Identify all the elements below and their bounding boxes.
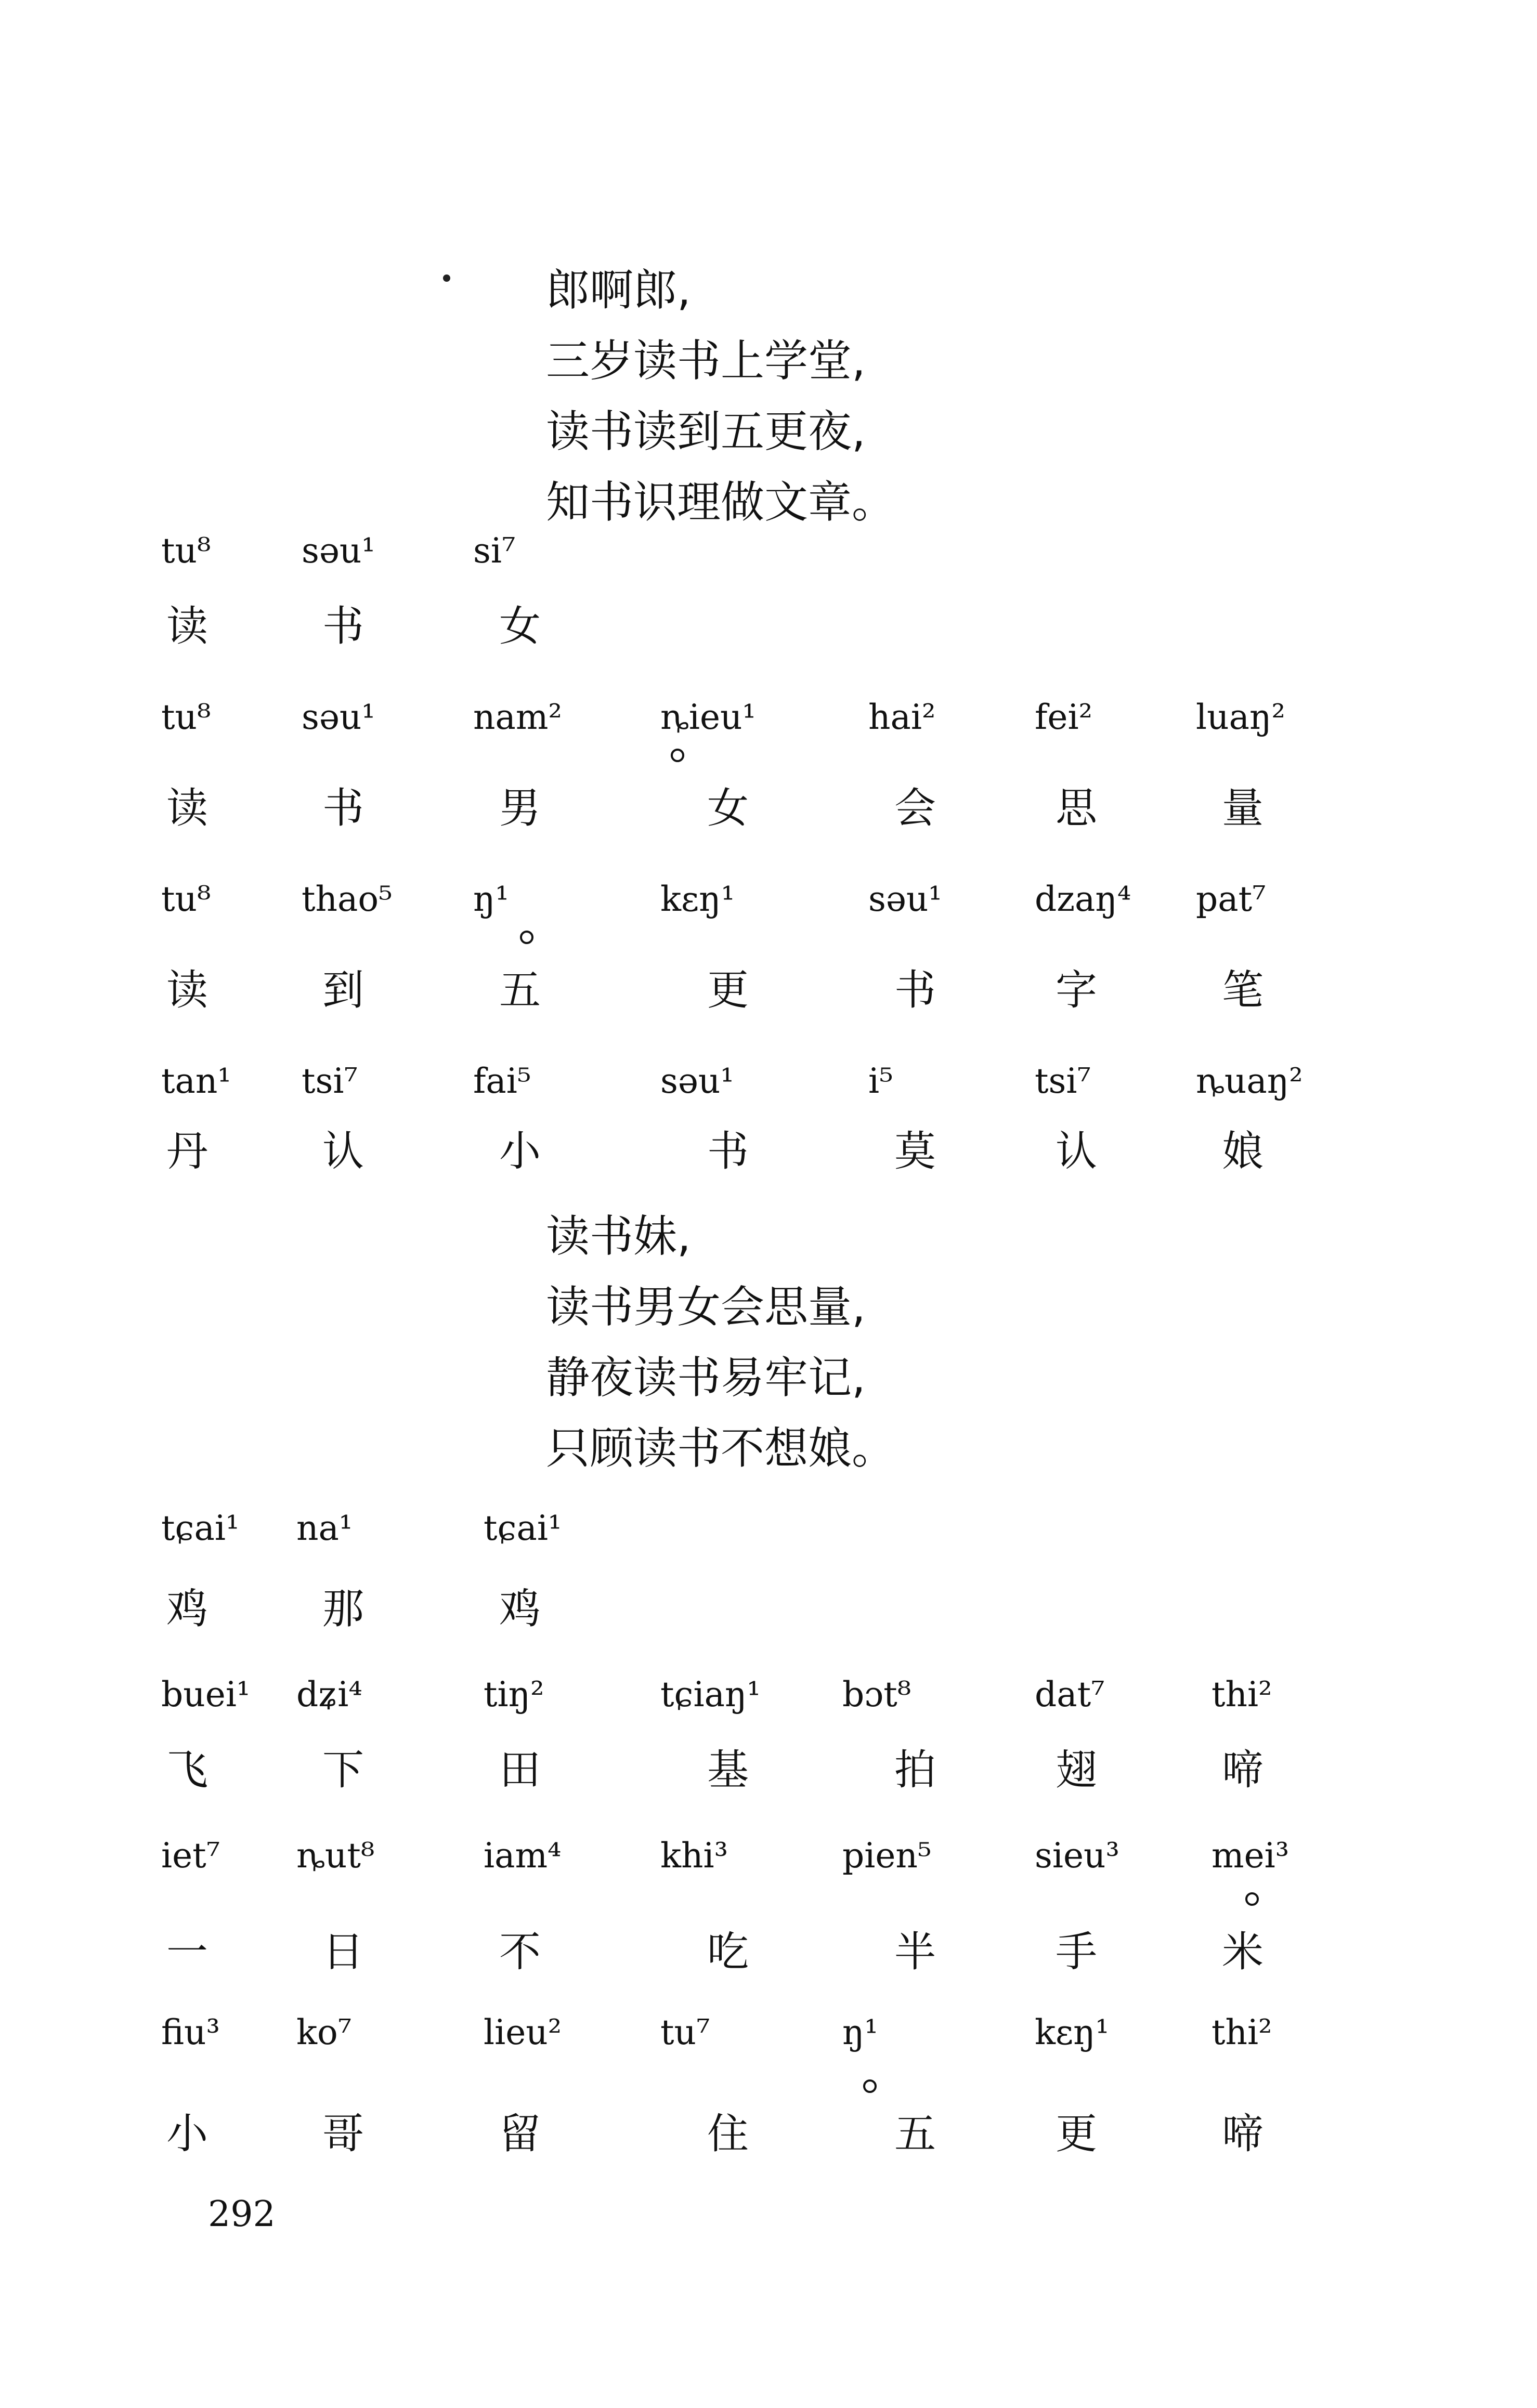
romanized-syllable: kɛŋ¹ bbox=[1035, 2012, 1110, 2052]
romanized-syllable: sieu³ bbox=[1035, 1836, 1120, 1876]
hanzi-character: 那 bbox=[322, 1585, 364, 1633]
romanized-syllable: i⁵ bbox=[868, 1061, 893, 1101]
hanzi-character: 手 bbox=[1056, 1928, 1097, 1976]
hanzi-character: 娘 bbox=[1222, 1127, 1264, 1175]
hanzi-character: 女 bbox=[499, 602, 541, 650]
romanization-row bbox=[0, 1502, 1537, 1565]
romanized-syllable: bɔt⁸ bbox=[842, 1674, 911, 1715]
romanization-row bbox=[0, 525, 1537, 587]
romanized-syllable: si⁷ bbox=[473, 531, 516, 571]
hanzi-character: 读 bbox=[166, 966, 208, 1014]
hanzi-character: 拍 bbox=[894, 1746, 936, 1794]
hanzi-row bbox=[0, 1580, 1537, 1643]
hanzi-character: 莫 bbox=[894, 1127, 936, 1175]
romanization-row bbox=[0, 1669, 1537, 1731]
hanzi-character: 哥 bbox=[322, 2110, 364, 2158]
romanized-syllable: hai² bbox=[868, 697, 936, 737]
hanzi-character: 半 bbox=[894, 1928, 936, 1976]
hanzi-character: 更 bbox=[1056, 2110, 1097, 2158]
romanized-syllable: iet⁷ bbox=[161, 1836, 220, 1876]
syllabic-mark-icon bbox=[863, 2079, 877, 2093]
romanized-syllable: səu¹ bbox=[302, 531, 375, 571]
romanized-syllable: mei³ bbox=[1212, 1836, 1289, 1876]
hanzi-character: 翅 bbox=[1056, 1746, 1097, 1794]
romanized-syllable: lieu² bbox=[484, 2012, 562, 2052]
hanzi-character: 女 bbox=[707, 784, 749, 832]
verse-line: 读书妹, bbox=[546, 1211, 691, 1262]
hanzi-character: 书 bbox=[322, 602, 364, 650]
romanized-syllable: thao⁵ bbox=[302, 879, 393, 919]
hanzi-character: 五 bbox=[894, 2110, 936, 2158]
hanzi-character: 啼 bbox=[1222, 2110, 1264, 2158]
romanized-syllable: tu⁸ bbox=[161, 531, 211, 571]
hanzi-character: 丹 bbox=[166, 1127, 208, 1175]
hanzi-character: 鸡 bbox=[499, 1585, 541, 1633]
hanzi-row bbox=[0, 2105, 1537, 2168]
hanzi-row bbox=[0, 1923, 1537, 1986]
hanzi-character: 认 bbox=[322, 1127, 364, 1175]
romanized-syllable: tɕai¹ bbox=[161, 1508, 240, 1548]
syllabic-mark-icon bbox=[520, 931, 533, 944]
romanization-row bbox=[0, 873, 1537, 936]
romanized-syllable: ŋ¹ bbox=[473, 879, 509, 919]
romanized-syllable: tu⁸ bbox=[161, 879, 211, 919]
romanization-row bbox=[0, 691, 1537, 754]
romanized-syllable: fei² bbox=[1035, 697, 1093, 737]
hanzi-character: 读 bbox=[166, 784, 208, 832]
romanized-syllable: tiŋ² bbox=[484, 1674, 544, 1715]
syllabic-mark-icon bbox=[1245, 1892, 1259, 1906]
hanzi-character: 田 bbox=[499, 1746, 541, 1794]
hanzi-character: 小 bbox=[166, 2110, 208, 2158]
hanzi-character: 读 bbox=[166, 602, 208, 650]
romanized-syllable: ȵuaŋ² bbox=[1196, 1061, 1303, 1101]
hanzi-character: 基 bbox=[707, 1746, 749, 1794]
hanzi-character: 留 bbox=[499, 2110, 541, 2158]
romanized-syllable: ȵut⁸ bbox=[296, 1836, 375, 1876]
hanzi-character: 书 bbox=[707, 1127, 749, 1175]
romanized-syllable: tɕai¹ bbox=[484, 1508, 562, 1548]
hanzi-row bbox=[0, 1742, 1537, 1804]
verse-line: 读书读到五更夜, bbox=[546, 406, 866, 457]
hanzi-character: 米 bbox=[1222, 1928, 1264, 1976]
syllabic-mark-icon bbox=[671, 749, 684, 762]
romanized-syllable: fiu³ bbox=[161, 2012, 220, 2052]
hanzi-character: 思 bbox=[1056, 784, 1097, 832]
romanized-syllable: tsi⁷ bbox=[302, 1061, 358, 1101]
verse-line: 静夜读书易牢记, bbox=[546, 1352, 866, 1403]
hanzi-row bbox=[0, 780, 1537, 842]
hanzi-character: 会 bbox=[894, 784, 936, 832]
verse-stanza-2 bbox=[546, 1201, 895, 1484]
romanized-syllable: tan¹ bbox=[161, 1061, 231, 1101]
hanzi-character: 下 bbox=[322, 1746, 364, 1794]
romanized-syllable: dzaŋ⁴ bbox=[1035, 879, 1131, 919]
hanzi-character: 住 bbox=[707, 2110, 749, 2158]
romanized-syllable: səu¹ bbox=[868, 879, 942, 919]
romanized-syllable: nam² bbox=[473, 697, 562, 737]
verse-line: 读书男女会思量, bbox=[546, 1281, 866, 1332]
hanzi-character: 字 bbox=[1056, 966, 1097, 1014]
romanized-syllable: ȵieu¹ bbox=[660, 697, 757, 737]
verse-line: 只顾读书不想娘。 bbox=[546, 1423, 896, 1474]
romanized-syllable: səu¹ bbox=[660, 1061, 734, 1101]
romanized-syllable: tu⁷ bbox=[660, 2012, 710, 2052]
romanized-syllable: tu⁸ bbox=[161, 697, 211, 737]
hanzi-character: 笔 bbox=[1222, 966, 1264, 1014]
page-number: 292 bbox=[208, 2194, 276, 2235]
hanzi-character: 更 bbox=[707, 966, 749, 1014]
hanzi-row bbox=[0, 962, 1537, 1024]
romanized-syllable: pien⁵ bbox=[842, 1836, 932, 1876]
romanized-syllable: dat⁷ bbox=[1035, 1674, 1105, 1715]
hanzi-character: 认 bbox=[1056, 1127, 1097, 1175]
romanized-syllable: pat⁷ bbox=[1196, 879, 1266, 919]
verse-line: 知书识理做文章。 bbox=[546, 477, 896, 528]
romanized-syllable: səu¹ bbox=[302, 697, 375, 737]
romanized-syllable: luaŋ² bbox=[1196, 697, 1285, 737]
hanzi-row bbox=[0, 1123, 1537, 1185]
hanzi-character: 到 bbox=[322, 966, 364, 1014]
romanization-row bbox=[0, 1830, 1537, 1892]
hanzi-character: 小 bbox=[499, 1127, 541, 1175]
hanzi-character: 一 bbox=[166, 1928, 208, 1976]
romanized-syllable: buei¹ bbox=[161, 1674, 251, 1715]
hanzi-character: 吃 bbox=[707, 1928, 749, 1976]
romanized-syllable: ko⁷ bbox=[296, 2012, 352, 2052]
hanzi-character: 鸡 bbox=[166, 1585, 208, 1633]
romanized-syllable: iam⁴ bbox=[484, 1836, 562, 1876]
hanzi-character: 日 bbox=[322, 1928, 364, 1976]
verse-line: 三岁读书上学堂, bbox=[546, 335, 866, 386]
hanzi-row bbox=[0, 598, 1537, 660]
hanzi-character: 量 bbox=[1222, 784, 1264, 832]
hanzi-character: 书 bbox=[322, 784, 364, 832]
romanized-syllable: thi² bbox=[1212, 1674, 1272, 1715]
hanzi-character: 五 bbox=[499, 966, 541, 1014]
romanization-row bbox=[0, 1055, 1537, 1118]
print-speck bbox=[443, 274, 450, 282]
verse-stanza-1 bbox=[546, 255, 895, 538]
hanzi-character: 书 bbox=[894, 966, 936, 1014]
romanized-syllable: tsi⁷ bbox=[1035, 1061, 1091, 1101]
romanized-syllable: fai⁵ bbox=[473, 1061, 531, 1101]
hanzi-character: 不 bbox=[499, 1928, 541, 1976]
romanized-syllable: kɛŋ¹ bbox=[660, 879, 735, 919]
hanzi-character: 飞 bbox=[166, 1746, 208, 1794]
verse-line: 郎啊郎, bbox=[546, 265, 691, 316]
hanzi-character: 男 bbox=[499, 784, 541, 832]
hanzi-character: 啼 bbox=[1222, 1746, 1264, 1794]
romanized-syllable: thi² bbox=[1212, 2012, 1272, 2052]
romanized-syllable: na¹ bbox=[296, 1508, 353, 1548]
romanization-row bbox=[0, 2007, 1537, 2069]
romanized-syllable: tɕiaŋ¹ bbox=[660, 1674, 761, 1715]
romanized-syllable: khi³ bbox=[660, 1836, 728, 1876]
romanized-syllable: dʑi⁴ bbox=[296, 1674, 362, 1715]
romanized-syllable: ŋ¹ bbox=[842, 2012, 878, 2052]
